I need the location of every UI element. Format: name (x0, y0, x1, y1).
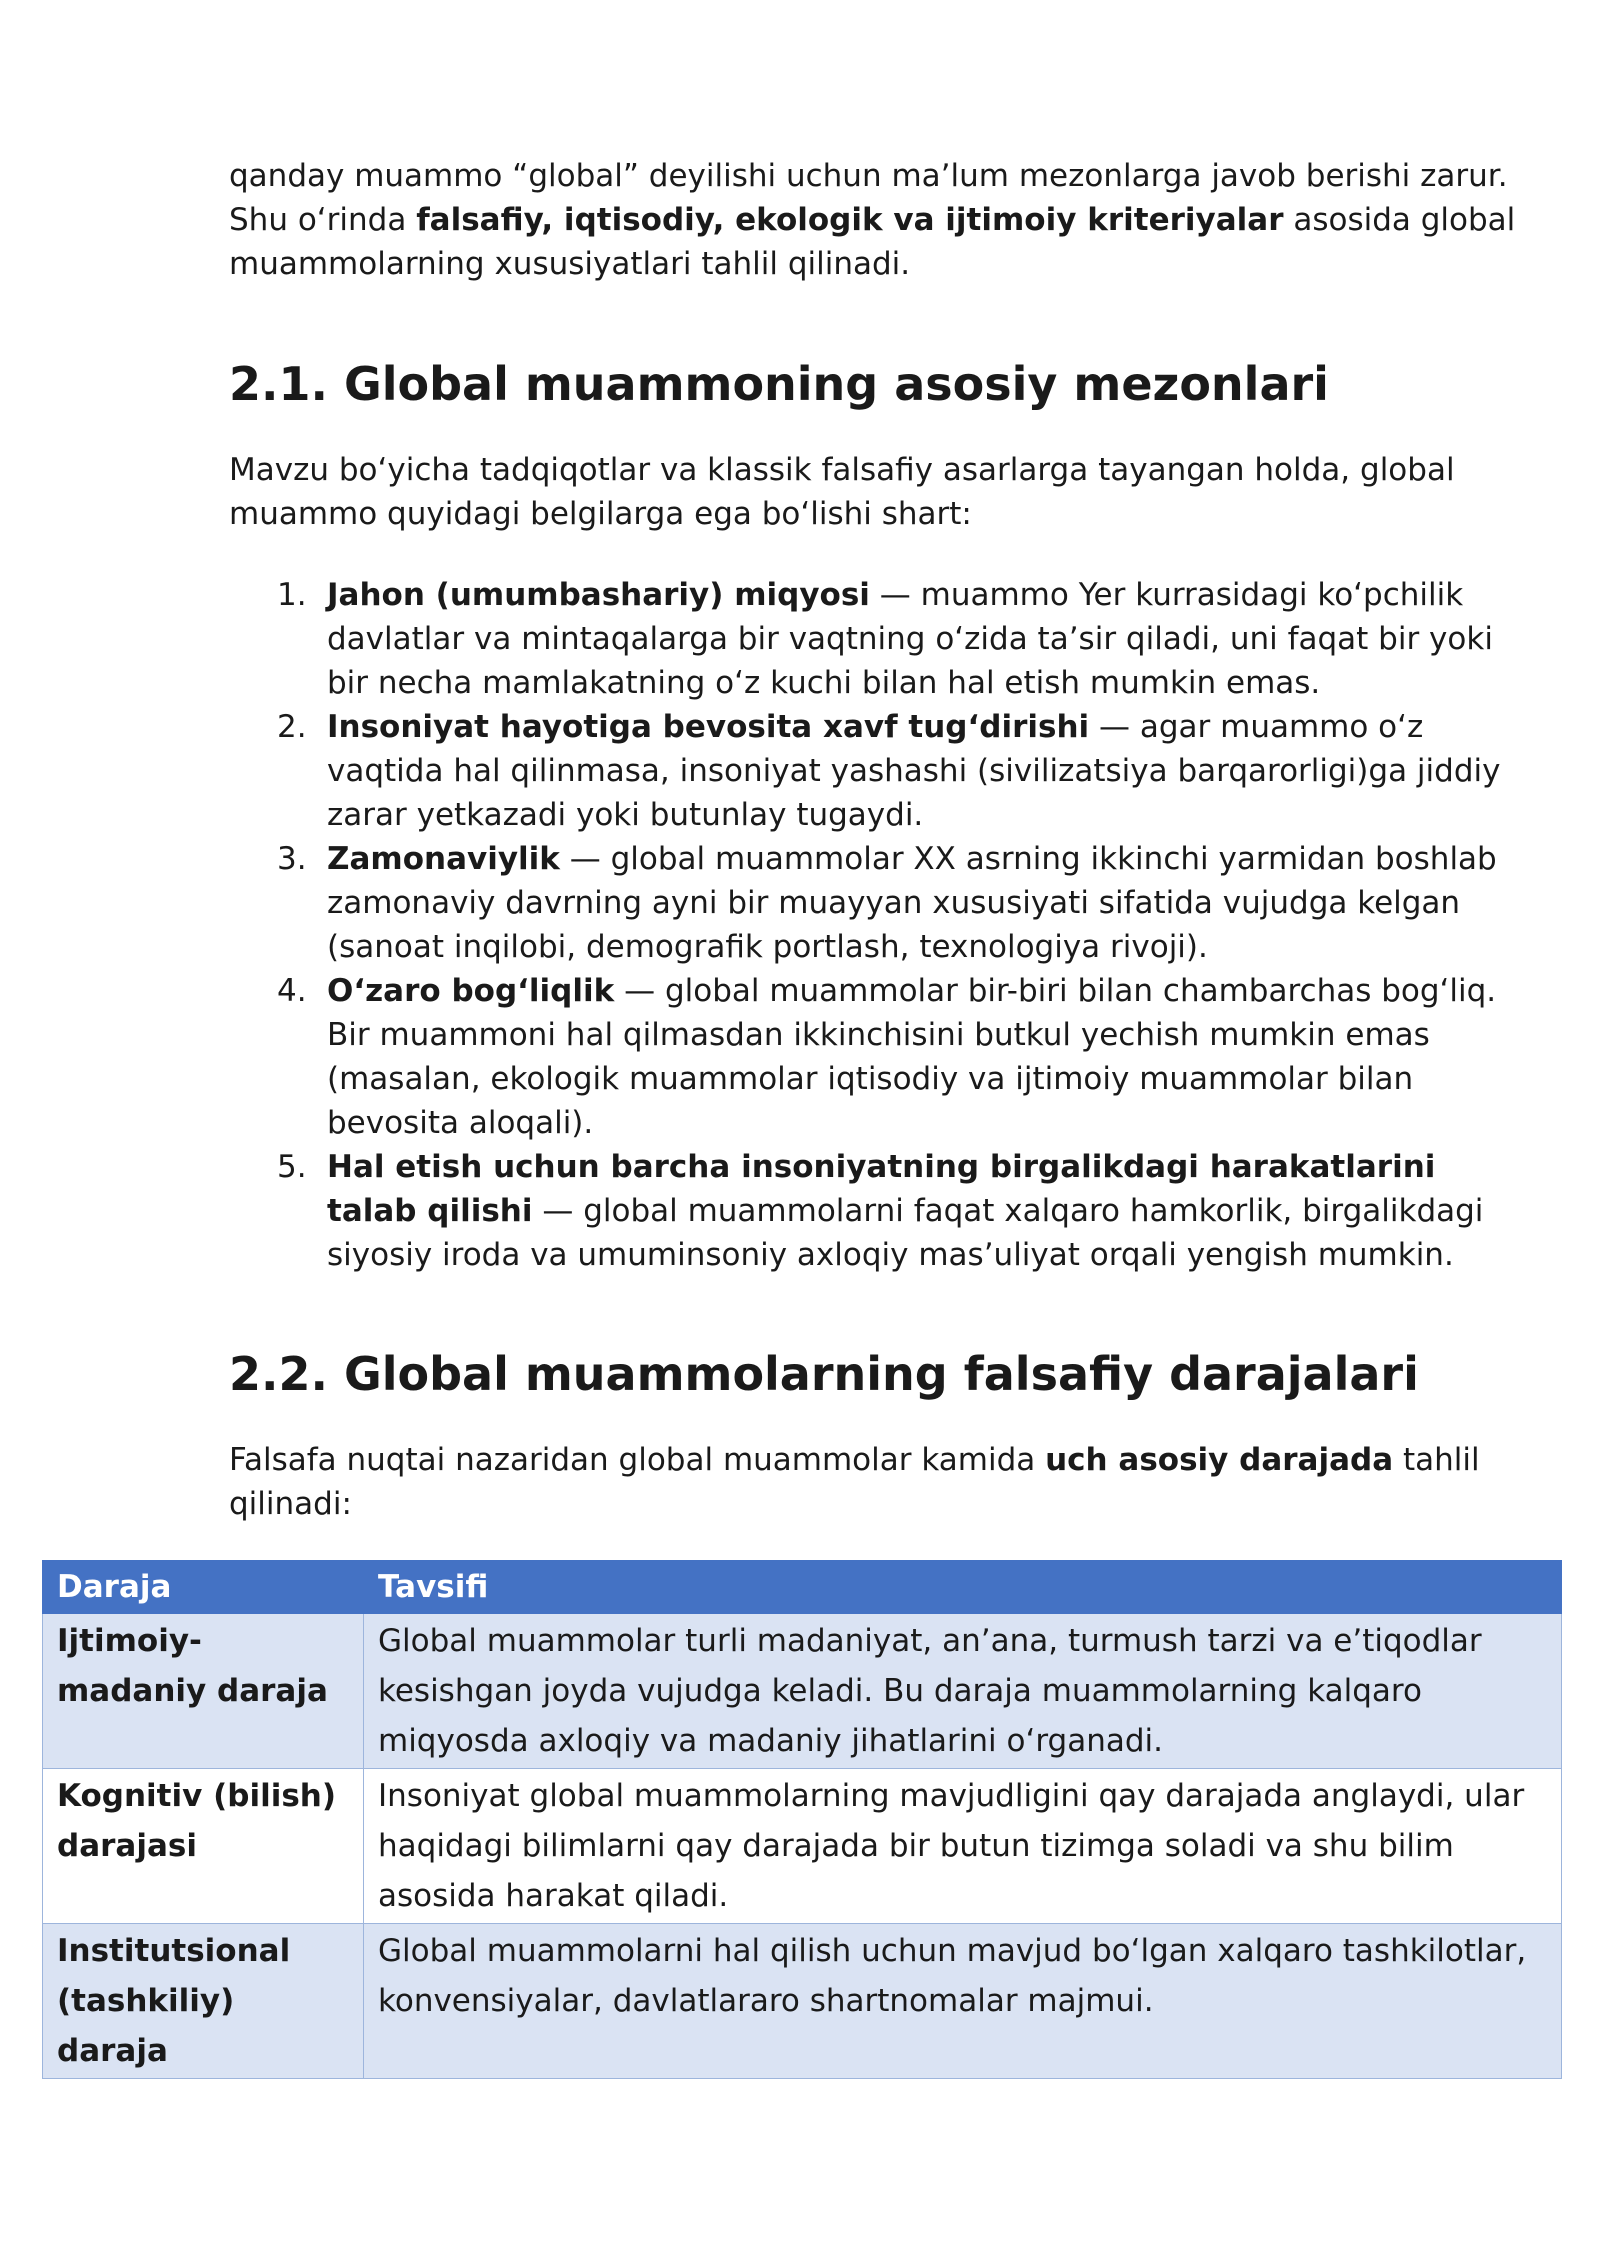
list-item (229, 1145, 1529, 1277)
section-2-2-intro-line-2: qilinadi: (229, 1486, 352, 1522)
table-row (43, 1924, 1562, 2079)
column-header-description: Tavsifi (364, 1561, 1562, 1614)
list-item-number: 4. (277, 973, 307, 1009)
section-2-1-intro (229, 448, 1529, 536)
list-item-title: Jahon (umumbashariy) miqyosi (327, 577, 870, 613)
list-item-number: 3. (277, 841, 307, 877)
intro-line-1: qanday muammo “global” deyilishi uchun ma’lum mezonlarga javob berishi zarur. (229, 158, 1508, 194)
table-cell-description: Global muammolarni hal qilish uchun mavjud bo‘lgan xalqaro tashkilotlar, konvensiyalar, davlatlararo shartnomalar majmui. (364, 1924, 1562, 2079)
list-item-title: O‘zaro bog‘liqlik (327, 973, 615, 1009)
section-2-1-intro-line-2: muammo quyidagi belgilarga ega bo‘lishi shart: (229, 496, 972, 532)
list-item-title: Insoniyat hayotiga bevosita xavf tug‘dirishi (327, 709, 1090, 745)
list-item-text: — agar muammo o‘z vaqtida hal qilinmasa, insoniyat yashashi (sivilizatsiya barqarorligi)ga jiddiy zarar yetkazadi yoki butunlay tugaydi. (327, 709, 1501, 833)
list-item-number: 1. (277, 577, 307, 613)
intro-line-2-end: asosida global (1283, 202, 1516, 238)
intro-criteria-bold: falsafiy, iqtisodiy, ekologik va ijtimoiy kriteriyalar (416, 202, 1284, 238)
section-heading-2-2: 2.2. Global muammolarning falsafiy darajalari (229, 1347, 1419, 1401)
levels-table (42, 1560, 1562, 2079)
list-item-text: — global muammolarni faqat xalqaro hamkorlik, birgalikdagi siyosiy iroda va umuminsoniy axloqiy mas’uliyat orqali yengish mumkin. (327, 1193, 1484, 1273)
list-item-text: — global muammolar XX asrning ikkinchi yarmidan boshlab zamonaviy davrning ayni bir muayyan xususiyati sifatida vujudga kelgan (sanoat inqilobi, demografik portlash, texnologiya rivoji). (327, 841, 1497, 965)
table-row (43, 1614, 1562, 1769)
list-item-number: 2. (277, 709, 307, 745)
table-cell-description: Insoniyat global muammolarning mavjudligini qay darajada anglaydi, ular haqidagi bilimlarni qay darajada bir butun tizimga soladi va shu bilim asosida harakat qiladi. (364, 1769, 1562, 1924)
list-item-title: Hal etish uchun barcha insoniyatning birgalikdagi harakatlarini talab qilishi (327, 1149, 1436, 1229)
list-item (229, 837, 1529, 969)
list-item-number: 5. (277, 1149, 307, 1185)
section-2-2-intro (229, 1438, 1529, 1526)
table-row (43, 1769, 1562, 1924)
section-heading-2-1: 2.1. Global muammoning asosiy mezonlari (229, 357, 1329, 411)
list-item (229, 705, 1529, 837)
list-item-title: Zamonaviylik (327, 841, 560, 877)
section-2-2-intro-bold: uch asosiy darajada (1045, 1442, 1394, 1478)
intro-line-2-start: Shu o‘rinda (229, 202, 417, 238)
intro-paragraph (229, 154, 1529, 286)
criteria-list (229, 573, 1529, 1277)
table-cell-description: Global muammolar turli madaniyat, an’ana, turmush tarzi va e’tiqodlar kesishgan joyda vujudga keladi. Bu daraja muammolarning kalqaro miqyosda axloqiy va madaniy jihatlarini o‘rganadi. (364, 1614, 1562, 1769)
table-cell-level: Kognitiv (bilish) darajasi (43, 1769, 364, 1924)
list-item (229, 573, 1529, 705)
section-2-1-intro-line-1: Mavzu bo‘yicha tadqiqotlar va klassik falsafiy asarlarga tayangan holda, global (229, 452, 1455, 488)
list-item-text: — muammo Yer kurrasidagi ko‘pchilik davlatlar va mintaqalarga bir vaqtning o‘zida ta’sir qiladi, uni faqat bir yoki bir necha mamlakatning o‘z kuchi bilan hal etish mumkin emas. (327, 577, 1493, 701)
list-item (229, 969, 1529, 1145)
section-2-2-intro-start: Falsafa nuqtai nazaridan global muammolar kamida (229, 1442, 1046, 1478)
section-2-2-intro-end: tahlil (1393, 1442, 1480, 1478)
table-header-row (43, 1561, 1562, 1614)
intro-line-3: muammolarning xususiyatlari tahlil qilinadi. (229, 246, 911, 282)
table-cell-level: Ijtimoiy-madaniy daraja (43, 1614, 364, 1769)
table-cell-level: Institutsional (tashkiliy) daraja (43, 1924, 364, 2079)
column-header-level: Daraja (43, 1561, 364, 1614)
list-item-text: — global muammolar bir-biri bilan chambarchas bog‘liq. Bir muammoni hal qilmasdan ikkinchisini butkul yechish mumkin emas (masalan, ekologik muammolar iqtisodiy va ijtimoiy muammolar bilan bevosita aloqali). (327, 973, 1497, 1141)
